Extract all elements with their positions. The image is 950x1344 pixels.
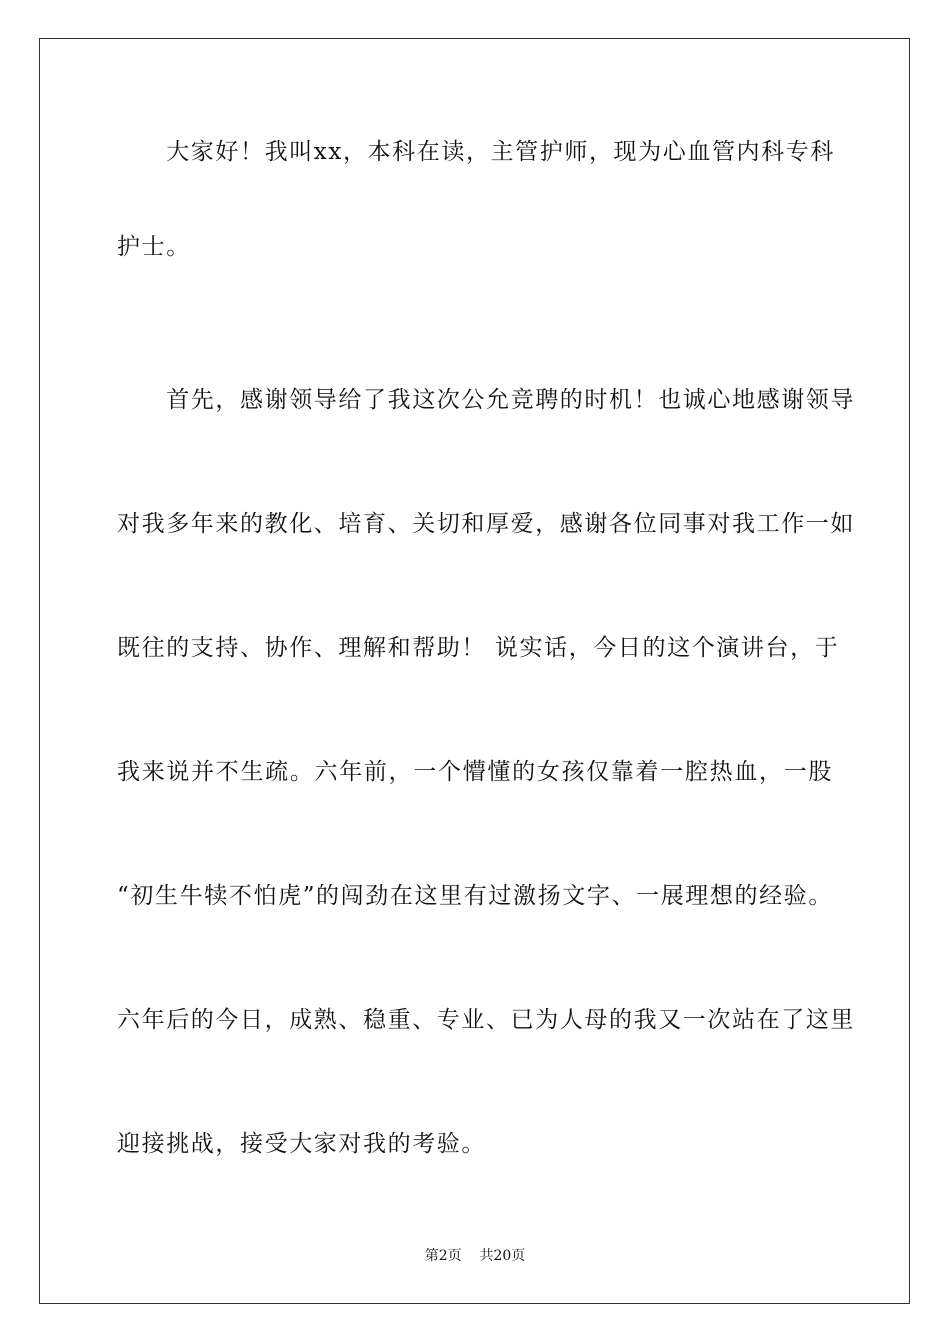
body-line-9: 迎接挑战，接受大家对我的考验。 [117,1131,486,1157]
body-line-6: 我来说并不生疏。六年前，一个懵懂的女孩仅靠着一腔热血，一股 [117,759,833,785]
page-border [39,38,910,1304]
body-line-5: 既往的支持、协作、理解和帮助！ 说实话，今日的这个演讲台，于 [117,635,840,661]
page-footer [0,1247,950,1265]
body-line-1: 大家好！我叫xx，本科在读，主管护师，现为心血管内科专科 [117,139,835,165]
body-line-7: “初生牛犊不怕虎”的闯劲在这里有过激扬文字、一展理想的经验。 [117,883,833,909]
body-line-8: 六年后的今日，成熟、稳重、专业、已为人母的我又一次站在了这里 [117,1007,855,1033]
body-line-4: 对我多年来的教化、培育、关切和厚爱，感谢各位同事对我工作一如 [117,511,855,537]
total-pages: 共20页 [479,1248,526,1264]
page-number: 第2页 [424,1248,462,1264]
body-line-2: 护士。 [117,234,191,260]
body-line-3: 首先，感谢领导给了我这次公允竞聘的时机！也诚心地感谢领导 [117,387,855,413]
